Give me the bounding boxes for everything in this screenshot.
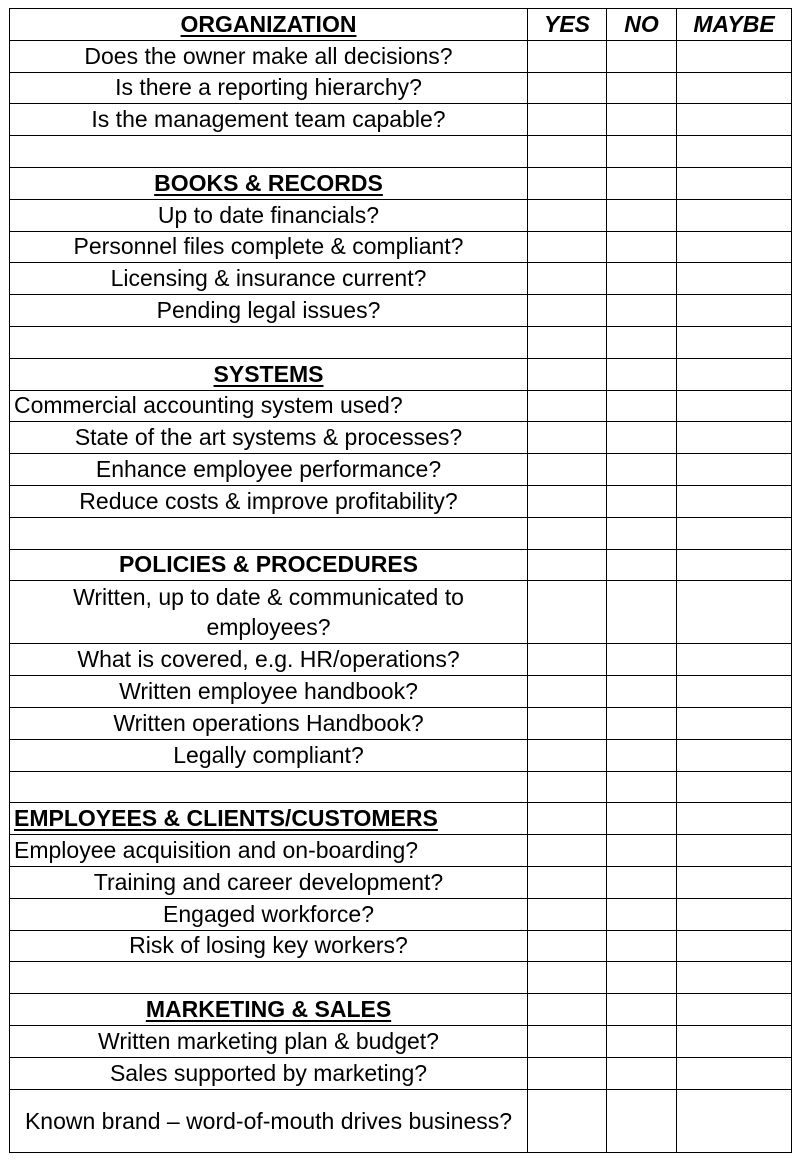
maybe-checkbox-cell[interactable]	[677, 422, 792, 454]
yes-checkbox-cell[interactable]	[528, 390, 607, 422]
section-heading: ORGANIZATION	[180, 10, 357, 37]
question-text: Is the management team capable?	[10, 104, 528, 136]
business-assessment-checklist	[9, 8, 792, 1153]
maybe-checkbox-cell[interactable]	[677, 454, 792, 486]
no-checkbox-cell[interactable]	[607, 517, 677, 549]
maybe-checkbox-cell[interactable]	[677, 358, 792, 390]
section-heading-cell	[10, 803, 528, 835]
maybe-checkbox-cell[interactable]	[677, 644, 792, 676]
maybe-checkbox-cell[interactable]	[677, 136, 792, 168]
yes-checkbox-cell[interactable]	[528, 1057, 607, 1089]
yes-checkbox-cell[interactable]	[528, 739, 607, 771]
table-row	[10, 549, 792, 581]
no-checkbox-cell[interactable]	[607, 136, 677, 168]
no-checkbox-cell[interactable]	[607, 454, 677, 486]
maybe-checkbox-cell[interactable]	[677, 739, 792, 771]
no-checkbox-cell[interactable]	[607, 167, 677, 199]
question-text: Does the owner make all decisions?	[10, 40, 528, 72]
section-heading-cell	[10, 167, 528, 199]
no-checkbox-cell[interactable]	[607, 72, 677, 104]
yes-checkbox-cell[interactable]	[528, 104, 607, 136]
yes-checkbox-cell[interactable]	[528, 1089, 607, 1152]
section-heading-cell	[10, 549, 528, 581]
yes-checkbox-cell[interactable]	[528, 835, 607, 867]
yes-checkbox-cell[interactable]	[528, 994, 607, 1026]
maybe-checkbox-cell[interactable]	[677, 866, 792, 898]
maybe-checkbox-cell[interactable]	[677, 549, 792, 581]
table-row	[10, 454, 792, 486]
blank-cell	[10, 326, 528, 358]
question-text: Reduce costs & improve profitability?	[10, 485, 528, 517]
table-row	[10, 771, 792, 803]
blank-cell	[10, 962, 528, 994]
table-row	[10, 517, 792, 549]
question-text: Personnel files complete & compliant?	[10, 231, 528, 263]
yes-checkbox-cell[interactable]	[528, 136, 607, 168]
table-row	[10, 898, 792, 930]
section-heading-cell	[10, 994, 528, 1026]
yes-checkbox-cell[interactable]	[528, 771, 607, 803]
section-heading-cell	[10, 358, 528, 390]
maybe-checkbox-cell[interactable]	[677, 930, 792, 962]
no-checkbox-cell[interactable]	[607, 835, 677, 867]
question-text: Written marketing plan & budget?	[10, 1025, 528, 1057]
table-row	[10, 136, 792, 168]
yes-checkbox-cell[interactable]	[528, 263, 607, 295]
table-row	[10, 707, 792, 739]
no-checkbox-cell[interactable]	[607, 707, 677, 739]
question-text: Employee acquisition and on-boarding?	[10, 835, 528, 867]
maybe-checkbox-cell[interactable]	[677, 326, 792, 358]
section-heading: POLICIES & PROCEDURES	[118, 551, 419, 578]
yes-checkbox-cell[interactable]	[528, 581, 607, 644]
yes-checkbox-cell[interactable]	[528, 326, 607, 358]
table-row	[10, 263, 792, 295]
maybe-checkbox-cell[interactable]	[677, 898, 792, 930]
yes-checkbox-cell[interactable]	[528, 962, 607, 994]
no-checkbox-cell[interactable]	[607, 994, 677, 1026]
yes-column-header: YES	[528, 9, 607, 41]
table-row	[10, 739, 792, 771]
yes-checkbox-cell[interactable]	[528, 231, 607, 263]
question-text: State of the art systems & processes?	[10, 422, 528, 454]
yes-checkbox-cell[interactable]	[528, 930, 607, 962]
table-row	[10, 40, 792, 72]
table-row	[10, 866, 792, 898]
yes-checkbox-cell[interactable]	[528, 707, 607, 739]
no-checkbox-cell[interactable]	[607, 104, 677, 136]
table-row	[10, 676, 792, 708]
maybe-checkbox-cell[interactable]	[677, 167, 792, 199]
no-checkbox-cell[interactable]	[607, 199, 677, 231]
table-row	[10, 390, 792, 422]
maybe-column-header: MAYBE	[677, 9, 792, 41]
question-text: Licensing & insurance current?	[10, 263, 528, 295]
table-row	[10, 835, 792, 867]
yes-checkbox-cell[interactable]	[528, 295, 607, 327]
no-column-header: NO	[607, 9, 677, 41]
table-row	[10, 295, 792, 327]
maybe-checkbox-cell[interactable]	[677, 1089, 792, 1152]
section-heading: EMPLOYEES & CLIENTS/CUSTOMERS	[14, 805, 438, 832]
section-heading: BOOKS & RECORDS	[154, 169, 383, 196]
question-text: Sales supported by marketing?	[10, 1057, 528, 1089]
yes-checkbox-cell[interactable]	[528, 358, 607, 390]
yes-checkbox-cell[interactable]	[528, 898, 607, 930]
question-text: Commercial accounting system used?	[10, 390, 528, 422]
maybe-checkbox-cell[interactable]	[677, 517, 792, 549]
yes-checkbox-cell[interactable]	[528, 676, 607, 708]
no-checkbox-cell[interactable]	[607, 581, 677, 644]
table-row	[10, 326, 792, 358]
maybe-checkbox-cell[interactable]	[677, 390, 792, 422]
yes-checkbox-cell[interactable]	[528, 422, 607, 454]
no-checkbox-cell[interactable]	[607, 358, 677, 390]
table-row	[10, 581, 792, 644]
maybe-checkbox-cell[interactable]	[677, 295, 792, 327]
no-checkbox-cell[interactable]	[607, 803, 677, 835]
maybe-checkbox-cell[interactable]	[677, 803, 792, 835]
yes-checkbox-cell[interactable]	[528, 549, 607, 581]
question-text: Written employee handbook?	[10, 676, 528, 708]
table-row	[10, 199, 792, 231]
question-text: Engaged workforce?	[10, 898, 528, 930]
yes-checkbox-cell[interactable]	[528, 167, 607, 199]
maybe-checkbox-cell[interactable]	[677, 40, 792, 72]
no-checkbox-cell[interactable]	[607, 930, 677, 962]
no-checkbox-cell[interactable]	[607, 326, 677, 358]
table-row	[10, 358, 792, 390]
no-checkbox-cell[interactable]	[607, 866, 677, 898]
no-checkbox-cell[interactable]	[607, 739, 677, 771]
maybe-checkbox-cell[interactable]	[677, 581, 792, 644]
question-text: Up to date financials?	[10, 199, 528, 231]
no-checkbox-cell[interactable]	[607, 231, 677, 263]
table-row	[10, 104, 792, 136]
question-text: Written operations Handbook?	[10, 707, 528, 739]
no-checkbox-cell[interactable]	[607, 1025, 677, 1057]
no-checkbox-cell[interactable]	[607, 898, 677, 930]
no-checkbox-cell[interactable]	[607, 485, 677, 517]
blank-cell	[10, 517, 528, 549]
yes-checkbox-cell[interactable]	[528, 199, 607, 231]
maybe-checkbox-cell[interactable]	[677, 231, 792, 263]
table-row	[10, 930, 792, 962]
blank-cell	[10, 771, 528, 803]
no-checkbox-cell[interactable]	[607, 1089, 677, 1152]
table-row	[10, 72, 792, 104]
maybe-checkbox-cell[interactable]	[677, 199, 792, 231]
no-checkbox-cell[interactable]	[607, 676, 677, 708]
maybe-checkbox-cell[interactable]	[677, 1025, 792, 1057]
question-text: Legally compliant?	[10, 739, 528, 771]
checklist-body	[10, 9, 792, 1153]
table-row	[10, 1025, 792, 1057]
table-row	[10, 231, 792, 263]
yes-checkbox-cell[interactable]	[528, 485, 607, 517]
yes-checkbox-cell[interactable]	[528, 1025, 607, 1057]
question-text: Known brand – word-of-mouth drives business?	[10, 1089, 528, 1152]
section-heading: MARKETING & SALES	[145, 996, 392, 1022]
no-checkbox-cell[interactable]	[607, 962, 677, 994]
question-text: Written, up to date & communicated to employees?	[10, 581, 528, 644]
table-row	[10, 485, 792, 517]
maybe-checkbox-cell[interactable]	[677, 994, 792, 1026]
question-text: Enhance employee performance?	[10, 454, 528, 486]
table-row	[10, 422, 792, 454]
yes-checkbox-cell[interactable]	[528, 866, 607, 898]
yes-checkbox-cell[interactable]	[528, 40, 607, 72]
maybe-checkbox-cell[interactable]	[677, 707, 792, 739]
question-text: Risk of losing key workers?	[10, 930, 528, 962]
no-checkbox-cell[interactable]	[607, 771, 677, 803]
question-text: What is covered, e.g. HR/operations?	[10, 644, 528, 676]
table-row	[10, 9, 792, 41]
table-row	[10, 962, 792, 994]
maybe-checkbox-cell[interactable]	[677, 835, 792, 867]
question-text: Is there a reporting hierarchy?	[10, 72, 528, 104]
maybe-checkbox-cell[interactable]	[677, 104, 792, 136]
maybe-checkbox-cell[interactable]	[677, 962, 792, 994]
no-checkbox-cell[interactable]	[607, 422, 677, 454]
section-heading: SYSTEMS	[213, 360, 324, 387]
maybe-checkbox-cell[interactable]	[677, 72, 792, 104]
question-text: Training and career development?	[10, 866, 528, 898]
yes-checkbox-cell[interactable]	[528, 517, 607, 549]
no-checkbox-cell[interactable]	[607, 644, 677, 676]
yes-checkbox-cell[interactable]	[528, 644, 607, 676]
yes-checkbox-cell[interactable]	[528, 72, 607, 104]
table-row	[10, 644, 792, 676]
table-row	[10, 1057, 792, 1089]
no-checkbox-cell[interactable]	[607, 295, 677, 327]
maybe-checkbox-cell[interactable]	[677, 676, 792, 708]
maybe-checkbox-cell[interactable]	[677, 263, 792, 295]
maybe-checkbox-cell[interactable]	[677, 1057, 792, 1089]
section-heading-cell	[10, 9, 528, 41]
table-row	[10, 167, 792, 199]
table-row	[10, 803, 792, 835]
yes-checkbox-cell[interactable]	[528, 803, 607, 835]
maybe-checkbox-cell[interactable]	[677, 771, 792, 803]
no-checkbox-cell[interactable]	[607, 1057, 677, 1089]
no-checkbox-cell[interactable]	[607, 263, 677, 295]
table-row	[10, 994, 792, 1026]
no-checkbox-cell[interactable]	[607, 549, 677, 581]
yes-checkbox-cell[interactable]	[528, 454, 607, 486]
no-checkbox-cell[interactable]	[607, 40, 677, 72]
maybe-checkbox-cell[interactable]	[677, 485, 792, 517]
blank-cell	[10, 136, 528, 168]
no-checkbox-cell[interactable]	[607, 390, 677, 422]
question-text: Pending legal issues?	[10, 295, 528, 327]
table-row	[10, 1089, 792, 1152]
